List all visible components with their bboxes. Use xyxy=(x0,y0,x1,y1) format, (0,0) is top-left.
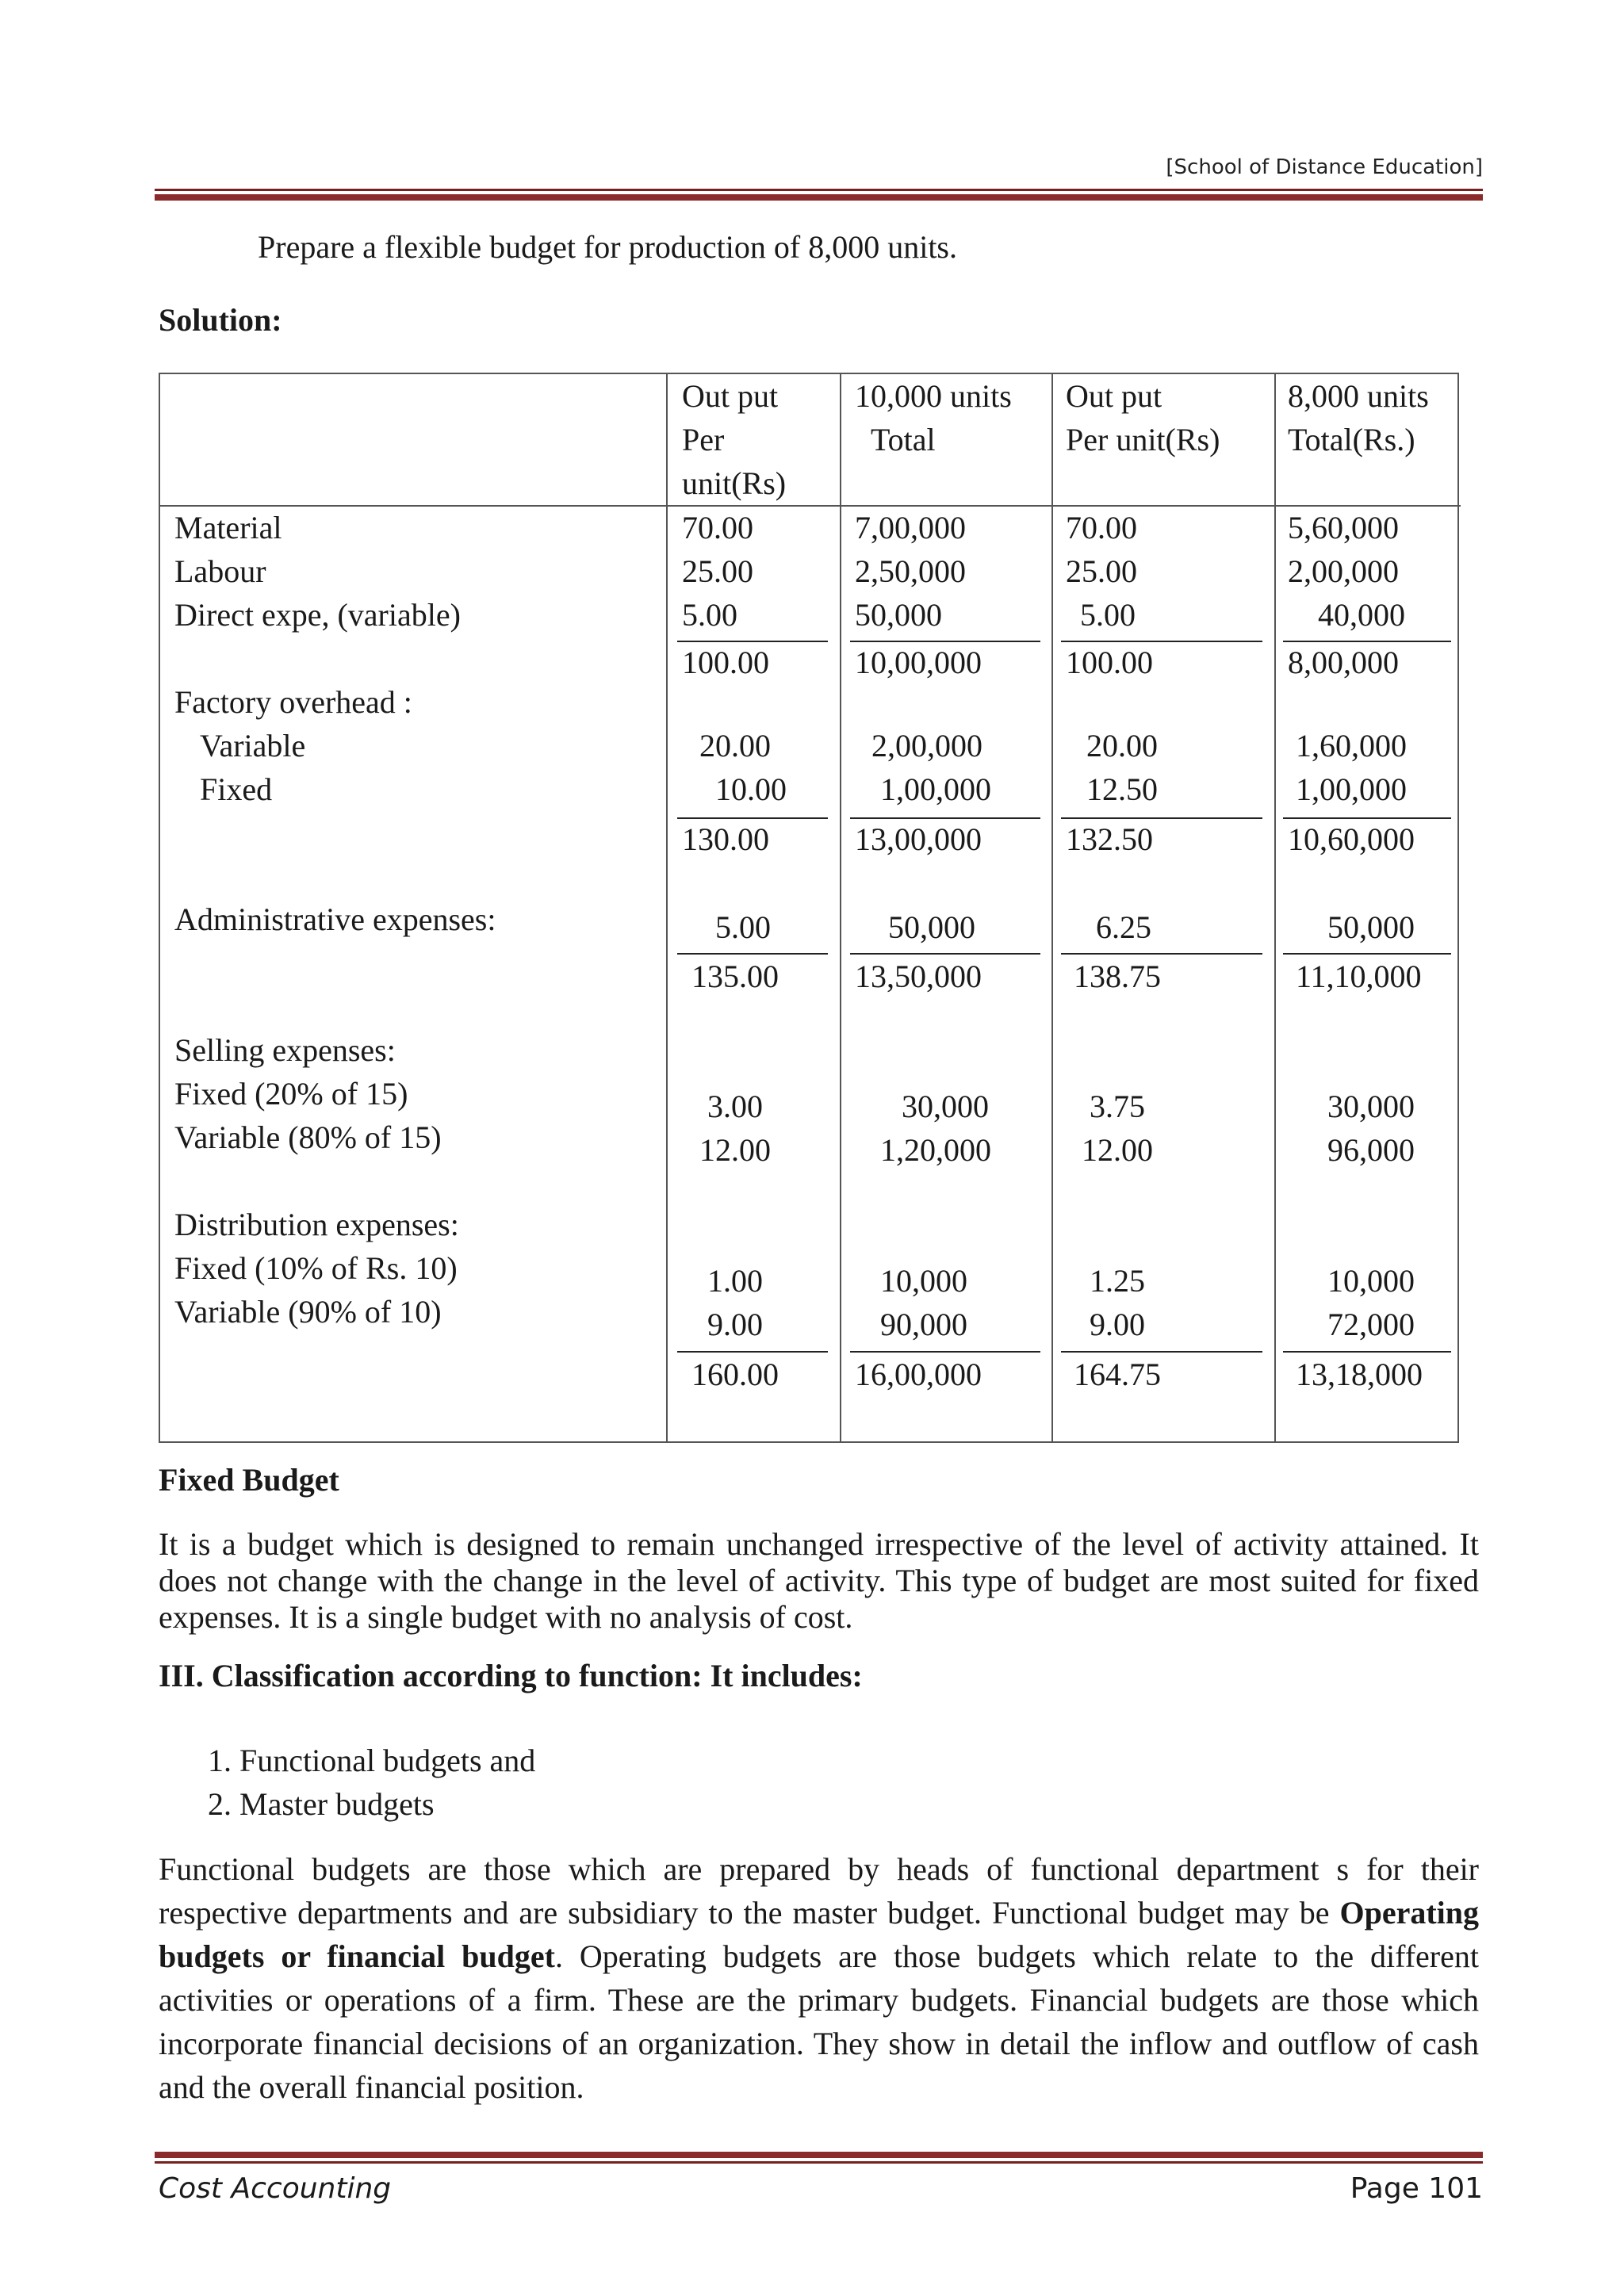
header-output-per-unit-2: Out put Per unit(Rs) xyxy=(1066,378,1220,457)
footer-page-number: Page 101 xyxy=(1350,2172,1483,2205)
admin-cell: 50,000 xyxy=(888,909,975,945)
labour-cell: 2,00,000 xyxy=(1288,553,1399,589)
admin-cell: 6.25 xyxy=(1096,909,1151,945)
col-divider-1 xyxy=(666,374,668,1441)
distribution-variable-cell: 9.00 xyxy=(1090,1307,1145,1342)
admin-cell: 5.00 xyxy=(715,909,771,945)
selling-variable-cell: 96,000 xyxy=(1327,1132,1415,1168)
subtotal-cell: 10,00,000 xyxy=(855,645,982,680)
label-labour: Labour xyxy=(174,553,266,589)
subtotal-cell: 8,00,000 xyxy=(1288,645,1399,680)
fixed-budget-text: It is a budget which is designed to remain unchanged irrespective of the level of activity attained. It does not change with the change in the level of activity. This type of budget are most suited for fixed expenses. It is a single budget with no analysis of cost. xyxy=(159,1526,1479,1635)
label-selling: Selling expenses: xyxy=(174,1032,396,1068)
labour-cell: 2,50,000 xyxy=(855,553,966,589)
header-rule-thin xyxy=(155,189,1483,191)
label-selling-variable: Variable (80% of 15) xyxy=(174,1119,442,1155)
grand-total-cell: 16,00,000 xyxy=(855,1357,982,1392)
list-item: 1. Functional budgets and xyxy=(208,1743,536,1778)
selling-fixed-cell: 3.00 xyxy=(707,1089,763,1124)
subtotal-cell: 135.00 xyxy=(691,959,779,994)
subtotal-cell: 130.00 xyxy=(682,821,769,857)
fo-variable-cell: 20.00 xyxy=(699,728,771,763)
label-administrative: Administrative expenses: xyxy=(174,901,496,937)
label-selling-fixed: Fixed (20% of 15) xyxy=(174,1076,408,1112)
header-8000-total: 8,000 units Total(Rs.) xyxy=(1288,378,1429,457)
admin-cell: 50,000 xyxy=(1327,909,1415,945)
label-fo-fixed: Fixed xyxy=(200,771,273,807)
selling-fixed-cell: 30,000 xyxy=(902,1089,989,1124)
material-cell: 5,60,000 xyxy=(1288,510,1399,545)
classification-title: III. Classification according to function: It includes: xyxy=(159,1658,863,1693)
selling-variable-cell: 1,20,000 xyxy=(880,1132,991,1168)
fo-variable-cell: 2,00,000 xyxy=(871,728,982,763)
selling-variable-cell: 12.00 xyxy=(699,1132,771,1168)
subtotal-cell: 138.75 xyxy=(1074,959,1161,994)
selling-fixed-cell: 30,000 xyxy=(1327,1089,1415,1124)
label-fo-variable: Variable xyxy=(200,728,306,763)
label-direct-expenses: Direct expe, (variable) xyxy=(174,597,461,633)
intro-text: Prepare a flexible budget for production of 8,000 units. xyxy=(258,229,957,265)
col-divider-2 xyxy=(840,374,841,1441)
header-divider xyxy=(160,505,1461,507)
distribution-fixed-cell: 10,000 xyxy=(1327,1263,1415,1299)
distribution-fixed-cell: 1.00 xyxy=(707,1263,763,1299)
header-10000-total: 10,000 units Total xyxy=(855,378,1012,457)
direct-cell: 50,000 xyxy=(855,597,942,633)
distribution-variable-cell: 9.00 xyxy=(707,1307,763,1342)
col-divider-4 xyxy=(1274,374,1276,1441)
distribution-variable-cell: 90,000 xyxy=(880,1307,967,1342)
grand-total-cell: 160.00 xyxy=(691,1357,779,1392)
selling-fixed-cell: 3.75 xyxy=(1090,1089,1145,1124)
operating-financial-bold: Operating budgets or financial budget xyxy=(159,1895,1479,1974)
fo-fixed-cell: 1,00,000 xyxy=(1296,771,1407,807)
subtotal-cell: 11,10,000 xyxy=(1296,959,1422,994)
functional-budgets-text: Functional budgets are those which are prepared by heads of functional department s for their respective departments and are subsidiary to the master budget. Functional budget may be Operating budgets or financial budget. Operating budgets are those budgets which relate to the different activities or operations of a firm. These are the primary budgets. Financial budgets are those which incorporate financial decisions of an organization. They show in detail the inflow and outflow of cash and the overall financial position. xyxy=(159,1851,1479,2105)
direct-cell: 40,000 xyxy=(1318,597,1405,633)
distribution-fixed-cell: 1.25 xyxy=(1090,1263,1145,1299)
distribution-fixed-cell: 10,000 xyxy=(880,1263,967,1299)
solution-label: Solution: xyxy=(159,302,282,338)
footer-course: Cost Accounting xyxy=(159,2172,392,2205)
footer-rule-thin xyxy=(155,2161,1483,2164)
list-item: 2. Master budgets xyxy=(208,1786,435,1822)
grand-total-cell: 164.75 xyxy=(1074,1357,1161,1392)
label-distribution: Distribution expenses: xyxy=(174,1207,459,1242)
flexible-budget-table xyxy=(159,373,1459,1443)
direct-cell: 5.00 xyxy=(682,597,737,633)
footer-rule-thick xyxy=(155,2152,1483,2158)
direct-cell: 5.00 xyxy=(1080,597,1136,633)
labour-cell: 25.00 xyxy=(682,553,753,589)
fo-variable-cell: 20.00 xyxy=(1086,728,1158,763)
header-output-per-unit: Out put Per unit(Rs) xyxy=(682,378,787,501)
fo-fixed-cell: 12.50 xyxy=(1086,771,1158,807)
subtotal-cell: 132.50 xyxy=(1066,821,1153,857)
subtotal-cell: 10,60,000 xyxy=(1288,821,1415,857)
material-cell: 7,00,000 xyxy=(855,510,966,545)
header-rule-thick xyxy=(155,194,1483,201)
fo-fixed-cell: 1,00,000 xyxy=(880,771,991,807)
labour-cell: 25.00 xyxy=(1066,553,1137,589)
header-institution: [School of Distance Education] xyxy=(1166,155,1483,179)
fo-variable-cell: 1,60,000 xyxy=(1296,728,1407,763)
distribution-variable-cell: 72,000 xyxy=(1327,1307,1415,1342)
subtotal-cell: 100.00 xyxy=(682,645,769,680)
subtotal-cell: 100.00 xyxy=(1066,645,1153,680)
grand-total-cell: 13,18,000 xyxy=(1296,1357,1423,1392)
col-divider-3 xyxy=(1051,374,1053,1441)
subtotal-cell: 13,00,000 xyxy=(855,821,982,857)
label-distribution-variable: Variable (90% of 10) xyxy=(174,1294,442,1330)
fixed-budget-title: Fixed Budget xyxy=(159,1462,339,1498)
label-factory-overhead: Factory overhead : xyxy=(174,684,412,720)
fo-fixed-cell: 10.00 xyxy=(715,771,787,807)
selling-variable-cell: 12.00 xyxy=(1082,1132,1153,1168)
material-cell: 70.00 xyxy=(682,510,753,545)
label-material: Material xyxy=(174,510,282,545)
subtotal-cell: 13,50,000 xyxy=(855,959,982,994)
material-cell: 70.00 xyxy=(1066,510,1137,545)
label-distribution-fixed: Fixed (10% of Rs. 10) xyxy=(174,1250,458,1286)
